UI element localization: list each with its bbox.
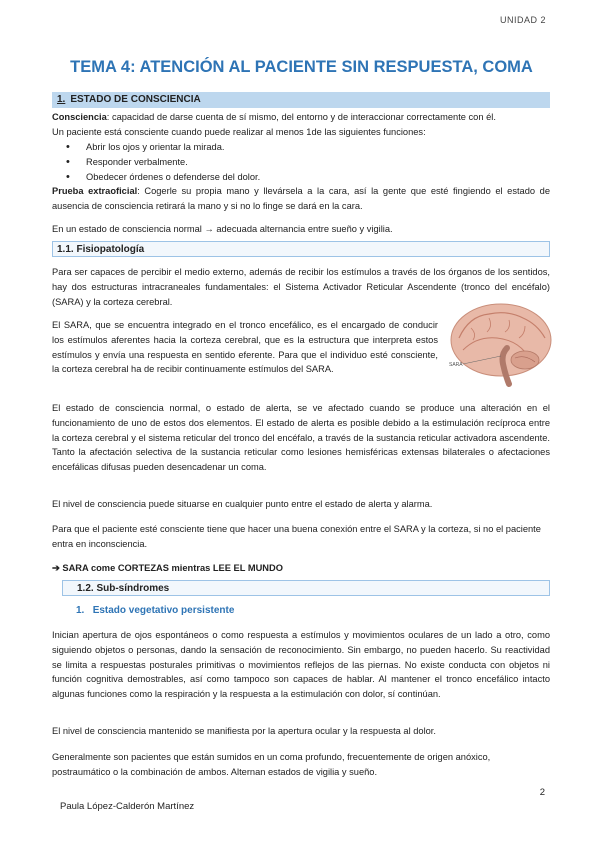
subsection-label: 1.2. Sub-síndromes: [77, 583, 170, 594]
normal-state-note: En un estado de consciencia normal → adecuada alternancia entre sueño y vigilia.: [52, 224, 393, 234]
consciencia-definition: [52, 110, 552, 125]
functions-list: [52, 140, 532, 184]
paragraph: El estado de consciencia normal, o estado de alerta, se ve afectado cuando se produce una alteración en el funcionamiento de uno de estos dos elementos. El estado de alerta es posible debido a la estimulación recíproca entre la corteza cerebral y el sistema reticular del tronco del encéfalo, a través de la sustancia reticular activadora ascendente. Tanto la afectación selectiva de la sustancia reticular como lesiones hemisféricas extensas bilaterales o afectaciones encefálicas difusas pueden desencadenar un coma.: [52, 403, 550, 473]
paragraph: El SARA, que se encuentra integrado en el tronco encefálico, es el encargado de conducir los estímulos aferentes hacia la corteza cerebral, que es la estructura que interpreta estos estímulos y envía una respuesta en sentido eferente. Para que el individuo esté consciente, la corteza cerebral ha de recibir continuamente estímulos del SARA.: [52, 320, 438, 375]
brain-label: SARA: [449, 362, 463, 368]
paragraph: Para ser capaces de percibir el medio externo, además de recibir los estímulos a través de los órganos de los sentidos, hay dos estructuras intracraneales fundamentales: el Sistema Activador Reticular Ascendente (tronco del encéfalo) (SARA) y la corteza cerebral.: [52, 267, 550, 307]
prueba-extraoficial: [52, 184, 550, 214]
heading-estado-vegetativo: [76, 605, 234, 616]
consciencia-term: Consciencia: [52, 112, 107, 122]
author-name: Paula López-Calderón Martínez: [60, 801, 195, 812]
functions-intro: Un paciente está consciente cuando puede realizar al menos 1de las siguientes funciones:: [52, 127, 426, 137]
subsection-heading-1-2: [62, 580, 550, 596]
section-heading-1: [52, 92, 550, 108]
paragraph: Inician apertura de ojos espontáneos o como respuesta a estímulos y movimientos oculares de un lado a otro, como siguiendo objetos o personas, dando la sensación de reconocimiento. Sin embargo, no pueden hacerlo. Su reactividad se limita a respuestas posturales primitivas o movimientos reflejos de las piernas. No existe conducta con objetos ni función cognitiva demostrables, así como tampoco son capaces de hablar. Al mantener el tronco encefálico intacto algunas funciones como la respiración y la respuesta a la estimulación con dolor, sí continúan.: [52, 630, 550, 700]
section-number: 1.: [57, 94, 66, 105]
prueba-text: : Cogerle su propia mano y llevársela a la cara, así la gente que esté fingiendo el estado de ausencia de consciencia retirará la mano y si no lo finge se dará en la cara.: [52, 186, 550, 211]
heading-label: Estado vegetativo persistente: [92, 605, 235, 616]
mnemonic-note: ➔ SARA come CORTEZAS mientras LEE EL MUNDO: [52, 563, 283, 573]
paragraph: Generalmente son pacientes que están sumidos en un coma profundo, frecuentemente de origen anóxico, postraumático o la combinación de ambos. Alternan estados de vigilia y sueño.: [52, 752, 491, 777]
prueba-term: Prueba extraoficial: [52, 186, 138, 196]
list-item: • Obedecer órdenes o defenderse del dolor.: [52, 170, 532, 185]
page-number: 2: [539, 787, 545, 798]
list-item: • Abrir los ojos y orientar la mirada.: [52, 140, 532, 155]
paragraph: El nivel de consciencia mantenido se manifiesta por la apertura ocular y la respuesta al dolor.: [52, 726, 436, 736]
page-title: TEMA 4: ATENCIÓN AL PACIENTE SIN RESPUESTA, COMA: [70, 58, 533, 76]
subsection-heading-1-1: [52, 241, 550, 257]
paragraph: El nivel de consciencia puede situarse en cualquier punto entre el estado de alerta y alarma.: [52, 499, 433, 509]
paragraph: Para que el paciente esté consciente tiene que hacer una buena conexión entre el SARA y la corteza, si no el paciente entra en inconsciencia.: [52, 524, 541, 549]
list-item: • Responder verbalmente.: [52, 155, 532, 170]
unit-header: UNIDAD 2: [499, 15, 546, 25]
brain-illustration: [445, 298, 555, 388]
section-label: ESTADO DE CONSCIENCIA: [70, 94, 201, 105]
heading-number: 1.: [76, 605, 85, 616]
subsection-label: 1.1. Fisiopatología: [57, 244, 145, 255]
consciencia-def: : capacidad de darse cuenta de sí mismo, del entorno y de interaccionar correctamente con él.: [106, 112, 496, 122]
